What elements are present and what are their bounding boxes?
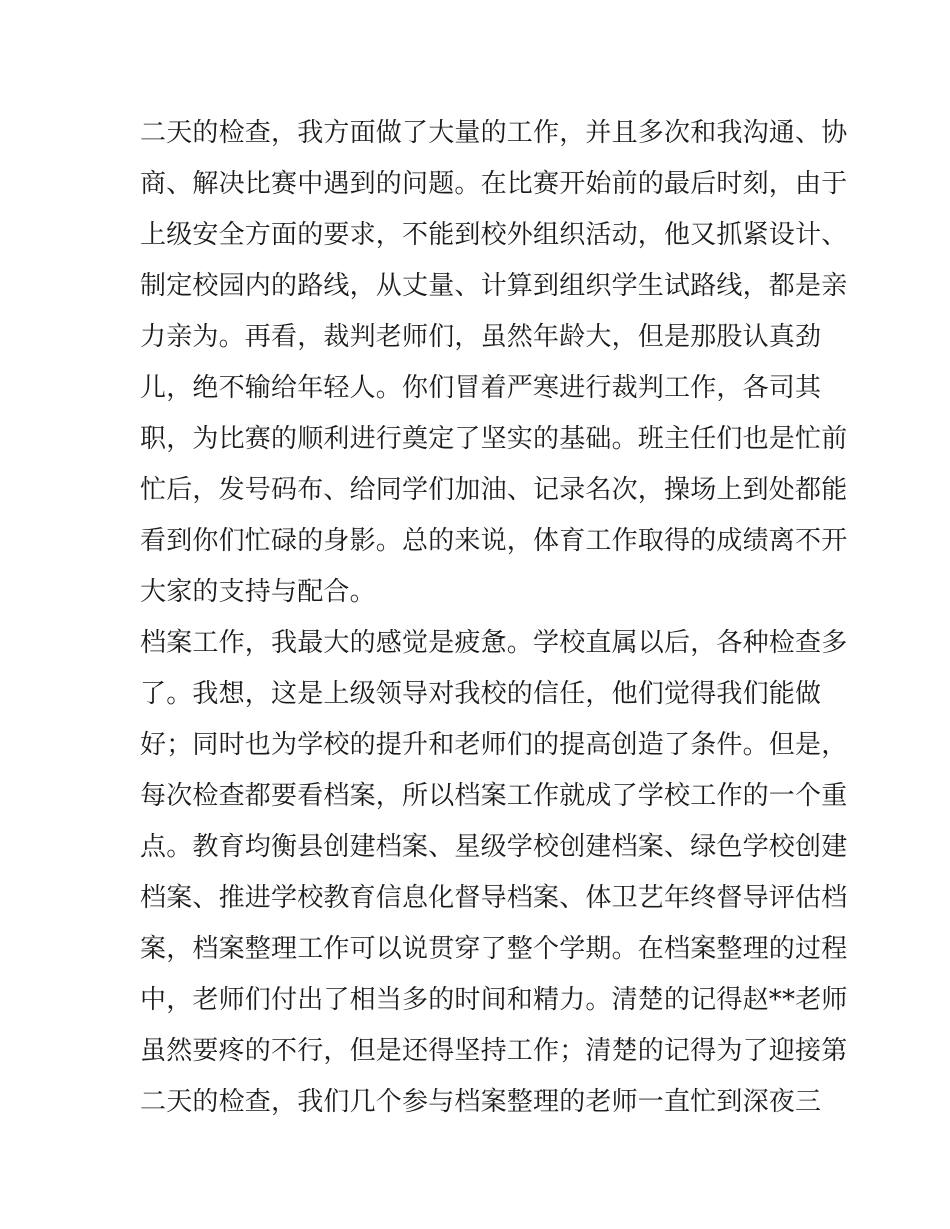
text-line: 商、解决比赛中遇到的问题。在比赛开始前的最后时刻，由于	[140, 169, 848, 199]
text-line: 点。教育均衡县创建档案、星级学校创建档案、绿色学校创建	[140, 832, 848, 862]
text-line: 力亲为。再看，裁判老师们，虽然年龄大，但是那股认真劲	[140, 322, 822, 352]
text-line: 忙后，发号码布、给同学们加油、记录名次，操场上到处都能	[140, 475, 848, 505]
text-line: 虽然要疼的不行，但是还得坚持工作；清楚的记得为了迎接第	[140, 1036, 848, 1066]
text-line: 案，档案整理工作可以说贯穿了整个学期。在档案整理的过程	[140, 934, 848, 964]
text-line: 儿，绝不输给年轻人。你们冒着严寒进行裁判工作，各司其	[140, 373, 822, 403]
text-line: 档案、推进学校教育信息化督导档案、体卫艺年终督导评估档	[140, 883, 848, 913]
text-line: 每次检查都要看档案，所以档案工作就成了学校工作的一个重	[140, 781, 848, 811]
text-line: 好；同时也为学校的提升和老师们的提高创造了条件。但是，	[140, 730, 848, 760]
text-line: 中，老师们付出了相当多的时间和精力。清楚的记得赵**老师	[140, 985, 848, 1015]
body-text	[140, 108, 848, 1128]
text-line: 二天的检查，我们几个参与档案整理的老师一直忙到深夜三	[140, 1087, 822, 1117]
text-line: 了。我想，这是上级领导对我校的信任，他们觉得我们能做	[140, 679, 822, 709]
text-line: 制定校园内的路线，从丈量、计算到组织学生试路线，都是亲	[140, 271, 848, 301]
text-line: 看到你们忙碌的身影。总的来说，体育工作取得的成绩离不开	[140, 526, 848, 556]
text-line: 二天的检查，我方面做了大量的工作，并且多次和我沟通、协	[140, 118, 848, 148]
text-line: 大家的支持与配合。	[140, 577, 376, 607]
text-line: 档案工作，我最大的感觉是疲惫。学校直属以后，各种检查多	[140, 628, 848, 658]
text-line: 职，为比赛的顺利进行奠定了坚实的基础。班主任们也是忙前	[140, 424, 848, 454]
text-line: 上级安全方面的要求，不能到校外组织活动，他又抓紧设计、	[140, 220, 848, 250]
